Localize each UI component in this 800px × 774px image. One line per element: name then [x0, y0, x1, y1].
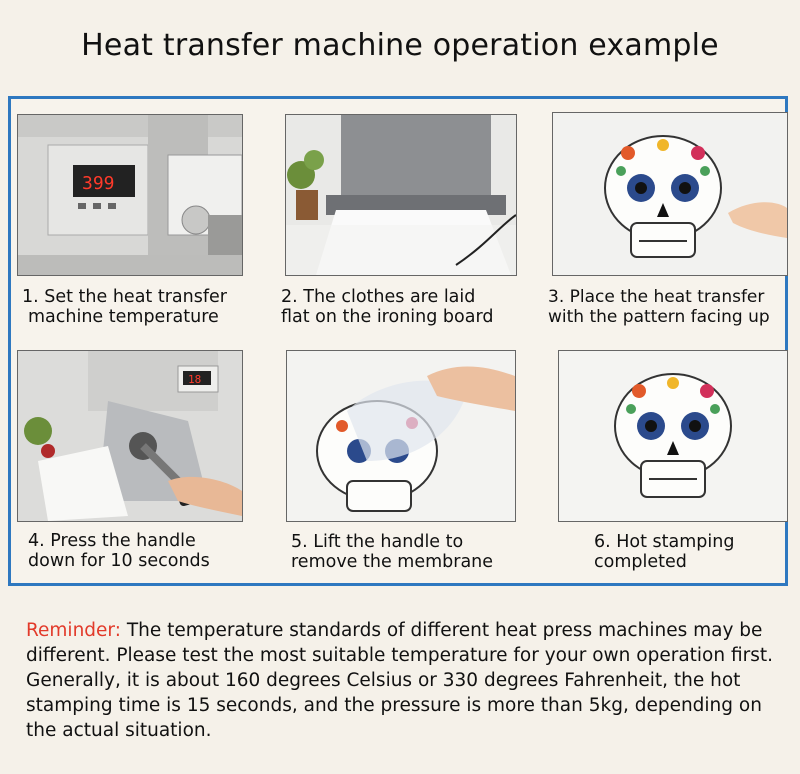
reminder-paragraph [26, 618, 786, 743]
reminder-label: Reminder: [26, 620, 121, 641]
photo-place-transfer [552, 112, 788, 276]
reminder-text: The temperature standards of different heat press machines may be different. Please test the most suitable temperature for your own operation first. Generally, it is about 160 degrees Celsius or 330 degrees Fahrenheit, the hot stamping time is 15 seconds, and the pressure is more than 5kg, depending on the actual situation. [26, 620, 774, 741]
photo-lift-membrane [286, 350, 516, 522]
page-title: Heat transfer machine operation example [81, 28, 719, 63]
step-6-caption: 6. Hot stamping completed [594, 532, 735, 572]
step-5-caption: 5. Lift the handle to remove the membrane [291, 532, 494, 572]
step-2-caption: 2. The clothes are laid flat on the ironing board [281, 287, 494, 327]
timer-display-text: 18 [188, 373, 202, 386]
temperature-display-text: 399 [82, 173, 115, 194]
photo-clothes-on-board [285, 114, 517, 276]
step-4-caption: 4. Press the handle down for 10 seconds [28, 531, 210, 571]
photo-set-temperature [17, 114, 243, 276]
photo-press-handle [17, 350, 243, 522]
step-3-caption: 3. Place the heat transfer with the pattern facing up [548, 287, 770, 327]
step-1-caption: 1. Set the heat transfer machine temperature [22, 287, 227, 327]
photo-completed [558, 350, 788, 522]
